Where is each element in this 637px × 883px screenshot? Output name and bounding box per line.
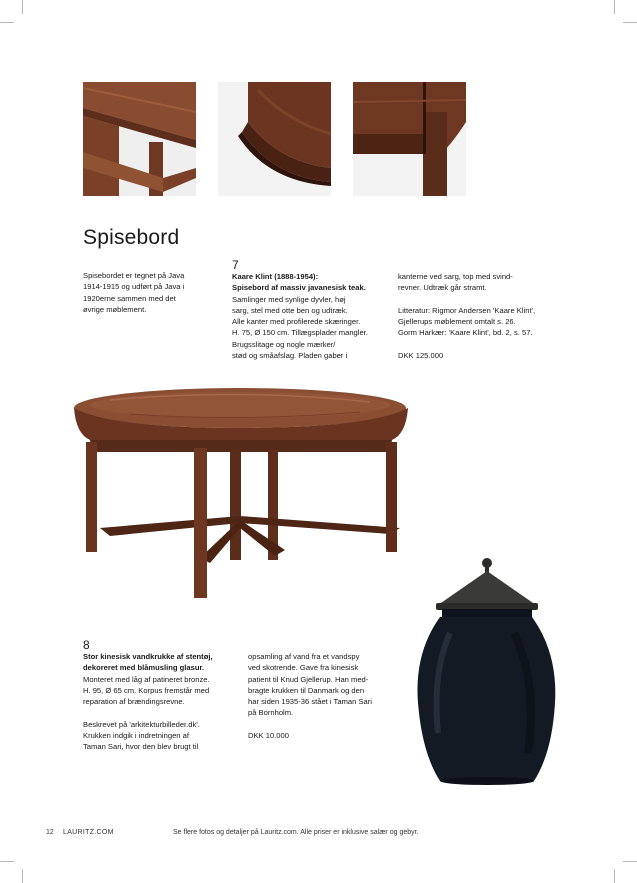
literature-line: Gorm Harkær: 'Kaare Klint', bd. 2, s. 57.	[398, 328, 533, 338]
crop-mark	[623, 861, 637, 862]
lot-8-number: 8	[83, 638, 90, 652]
crop-mark	[623, 22, 637, 23]
crop-mark	[614, 0, 615, 14]
desc-line: på Bornholm.	[248, 708, 294, 718]
crop-mark	[0, 22, 14, 23]
intro-line: Spisebordet er tegnet på Java	[83, 271, 185, 280]
desc-line: opsamling af vand fra et vandspy	[248, 652, 360, 661]
desc-line: patient til Knud Gjellerup. Han med-	[248, 674, 369, 684]
desc-line: Brugsslitage og nogle mærker/	[232, 339, 336, 349]
literature-line: Gjellerups møblement omtalt s. 26.	[398, 317, 516, 327]
desc-line: H. 75, Ø 150 cm. Tillægsplader mangler.	[232, 328, 368, 338]
lot-8-headline: Stor kinesisk vandkrukke af stentøj,	[83, 652, 213, 661]
water-jar-photo	[410, 553, 560, 789]
desc-line: stød og småafslag. Pladen gaber i	[232, 351, 348, 361]
desc-line: ved skotrende. Gave fra kinesisk	[248, 663, 359, 673]
lot-7-headline: Spisebord af massiv javanesisk teak.	[232, 283, 366, 293]
intro-line: 1920erne sammen med det	[83, 293, 176, 303]
lot-7-description	[232, 271, 368, 361]
desc-line: kanterne ved sarg, top med svind-	[398, 272, 513, 281]
desc-line: Taman Sari, hvor den blev brugt til	[83, 742, 199, 752]
page-title: Spisebord	[83, 226, 180, 249]
desc-line: har siden 1935-36 stået i Taman Sari	[248, 697, 372, 707]
desc-line: Samlinger med synlige dyvler, høj	[232, 294, 346, 304]
brand-logo: LAURITZ.COM	[63, 829, 114, 836]
intro-line: øvrige møblement.	[83, 304, 147, 314]
lot-7-designer: Kaare Klint (1888-1954):	[232, 272, 319, 281]
detail-photo-leg-joint	[353, 82, 466, 196]
desc-line: sarg, stel med otte ben og udtræk.	[232, 305, 348, 315]
footer-note: Se flere fotos og detaljer på Lauritz.com. Alle priser er inklusive salær og gebyr.	[173, 829, 419, 836]
crop-mark	[0, 861, 14, 862]
lot-8-price: DKK 10.000	[248, 731, 289, 741]
lot-8-headline: dekoreret med blåmusling glasur.	[83, 663, 205, 673]
lot-7-description-continued	[398, 271, 535, 361]
detail-photo-underside	[83, 82, 196, 196]
page-number: 12	[46, 829, 54, 836]
lot-7-number: 7	[232, 258, 239, 272]
crop-mark	[22, 869, 23, 883]
literature-line: Litteratur: Rigmor Andersen 'Kaare Klint',	[398, 305, 536, 315]
detail-photo-edge-profile	[218, 82, 331, 196]
crop-mark	[614, 869, 615, 883]
desc-line: Alle kanter med profilerede skæringer.	[232, 317, 361, 327]
desc-line: Krukken indgik i indretningen af	[83, 731, 189, 741]
intro-line: 1914-1915 og udført på Java i	[83, 282, 185, 292]
crop-mark	[22, 0, 23, 14]
lot-8-description-continued	[248, 651, 372, 741]
desc-line: H. 95, Ø 65 cm. Korpus fremstår med	[83, 685, 210, 695]
lot-7-price: DKK 125.000	[398, 351, 444, 361]
desc-line: reparation af brændingsrevne.	[83, 697, 185, 707]
desc-line: bragte krukken til Danmark og den	[248, 685, 365, 695]
section-intro	[83, 270, 184, 315]
desc-line: Monteret med låg af patineret bronze.	[83, 674, 210, 684]
lot-8-description	[83, 651, 213, 753]
desc-line: Beskrevet på 'arkitekturbilleder.dk'.	[83, 719, 200, 729]
dining-table-photo	[70, 378, 420, 603]
desc-line: revner. Udtræk går stramt.	[398, 283, 487, 293]
